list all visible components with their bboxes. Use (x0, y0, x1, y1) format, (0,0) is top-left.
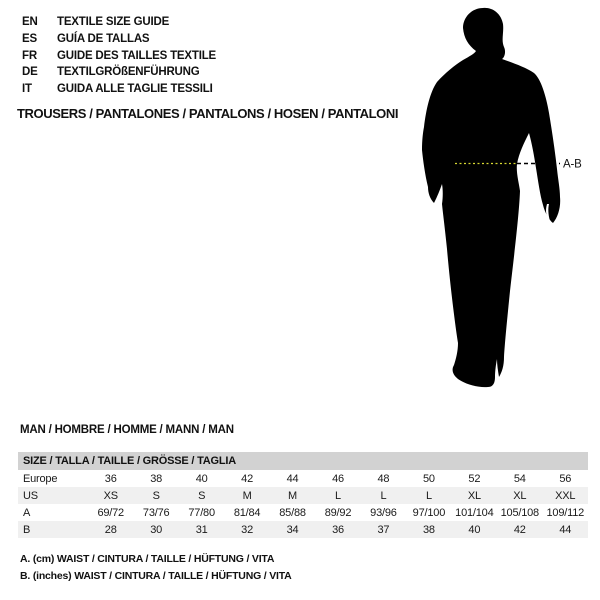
man-silhouette (400, 0, 600, 400)
language-title: TEXTILGRÖßENFÜHRUNG (57, 66, 200, 79)
table-cell: 46 (332, 472, 344, 485)
table-cell: 101/104 (455, 506, 494, 519)
language-code: ES (22, 33, 37, 46)
table-cell: XL (452, 487, 497, 504)
language-code: FR (22, 49, 37, 62)
measure-label-a-b: A-B (563, 158, 582, 171)
table-cell: M (224, 487, 269, 504)
table-cell: 85/88 (279, 506, 306, 519)
table-cell: 44 (543, 521, 588, 538)
table-cell: 36 (104, 472, 117, 485)
table-cell: 56 (559, 472, 572, 485)
table-cell: 38 (150, 472, 163, 485)
footnote-b-waist-inches: B. (inches) WAIST / CINTURA / TAILLE / HÜFTUNG / VITA (20, 570, 292, 582)
man-silhouette-body (422, 8, 560, 387)
table-cell: 31 (179, 521, 224, 538)
table-cell: 34 (270, 521, 315, 538)
table-cell: L (406, 487, 451, 504)
size-table (18, 452, 588, 538)
table-cell: 81/84 (233, 506, 261, 519)
table-cell: 32 (224, 521, 269, 538)
table-cell: L (361, 487, 406, 504)
size-table-header: SIZE / TALLA / TAILLE / GRÖSSE / TAGLIA (18, 452, 588, 470)
table-cell: 52 (468, 472, 481, 485)
table-cell: S (133, 487, 178, 504)
footnotes (20, 551, 292, 585)
table-cell: 36 (315, 521, 360, 538)
section-title-man: MAN / HOMBRE / HOMME / MANN / MAN (20, 424, 234, 436)
row-label: A (23, 506, 31, 519)
language-row (22, 47, 216, 64)
table-cell: 40 (195, 472, 208, 485)
table-row-a-cm (18, 504, 588, 521)
table-cell: 38 (406, 521, 451, 538)
language-list (22, 14, 216, 97)
size-table-header-row (18, 452, 588, 470)
table-cell: 97/100 (412, 506, 446, 519)
table-cell: M (270, 487, 315, 504)
table-row-us (18, 487, 588, 504)
table-cell: S (179, 487, 224, 504)
table-cell: 30 (133, 521, 178, 538)
table-cell: 93/96 (370, 506, 397, 519)
language-row (22, 64, 216, 81)
table-cell: 48 (377, 472, 390, 485)
language-title: GUIDE DES TAILLES TEXTILE (57, 49, 216, 62)
language-row (22, 14, 216, 31)
language-code: EN (22, 16, 38, 29)
table-row-europe (18, 470, 588, 487)
row-label: Europe (23, 472, 58, 485)
table-cell: 28 (88, 521, 133, 538)
table-cell: 73/76 (142, 506, 170, 519)
table-cell: 37 (361, 521, 406, 538)
garment-category-title: TROUSERS / PANTALONES / PANTALONS / HOSEN / PANTALONI (17, 106, 399, 121)
language-row (22, 31, 216, 48)
language-title: GUIDA ALLE TAGLIE TESSILI (57, 83, 213, 96)
row-label: US (18, 487, 88, 504)
footnote-a-waist-cm: A. (cm) WAIST / CINTURA / TAILLE / HÜFTUNG / VITA (20, 553, 275, 565)
language-row (22, 81, 216, 98)
row-label: B (18, 521, 88, 538)
language-title: TEXTILE SIZE GUIDE (57, 16, 170, 29)
table-cell: 77/80 (188, 506, 215, 519)
table-cell: 54 (513, 472, 526, 485)
table-cell: 42 (241, 472, 253, 485)
table-cell: L (315, 487, 360, 504)
language-code: DE (22, 66, 38, 79)
table-cell: 40 (452, 521, 497, 538)
table-cell: 42 (497, 521, 542, 538)
table-cell: 50 (422, 472, 435, 485)
table-cell: XS (88, 487, 133, 504)
language-title: GUÍA DE TALLAS (57, 33, 150, 46)
table-cell: XXL (543, 487, 588, 504)
table-cell: 69/72 (97, 506, 124, 519)
table-cell: 89/92 (324, 506, 352, 519)
table-row-b-inches (18, 521, 588, 538)
table-cell: 44 (286, 472, 299, 485)
table-cell: XL (497, 487, 542, 504)
table-cell: 105/108 (500, 506, 539, 519)
table-cell: 109/112 (546, 506, 585, 519)
language-code: IT (22, 83, 32, 96)
